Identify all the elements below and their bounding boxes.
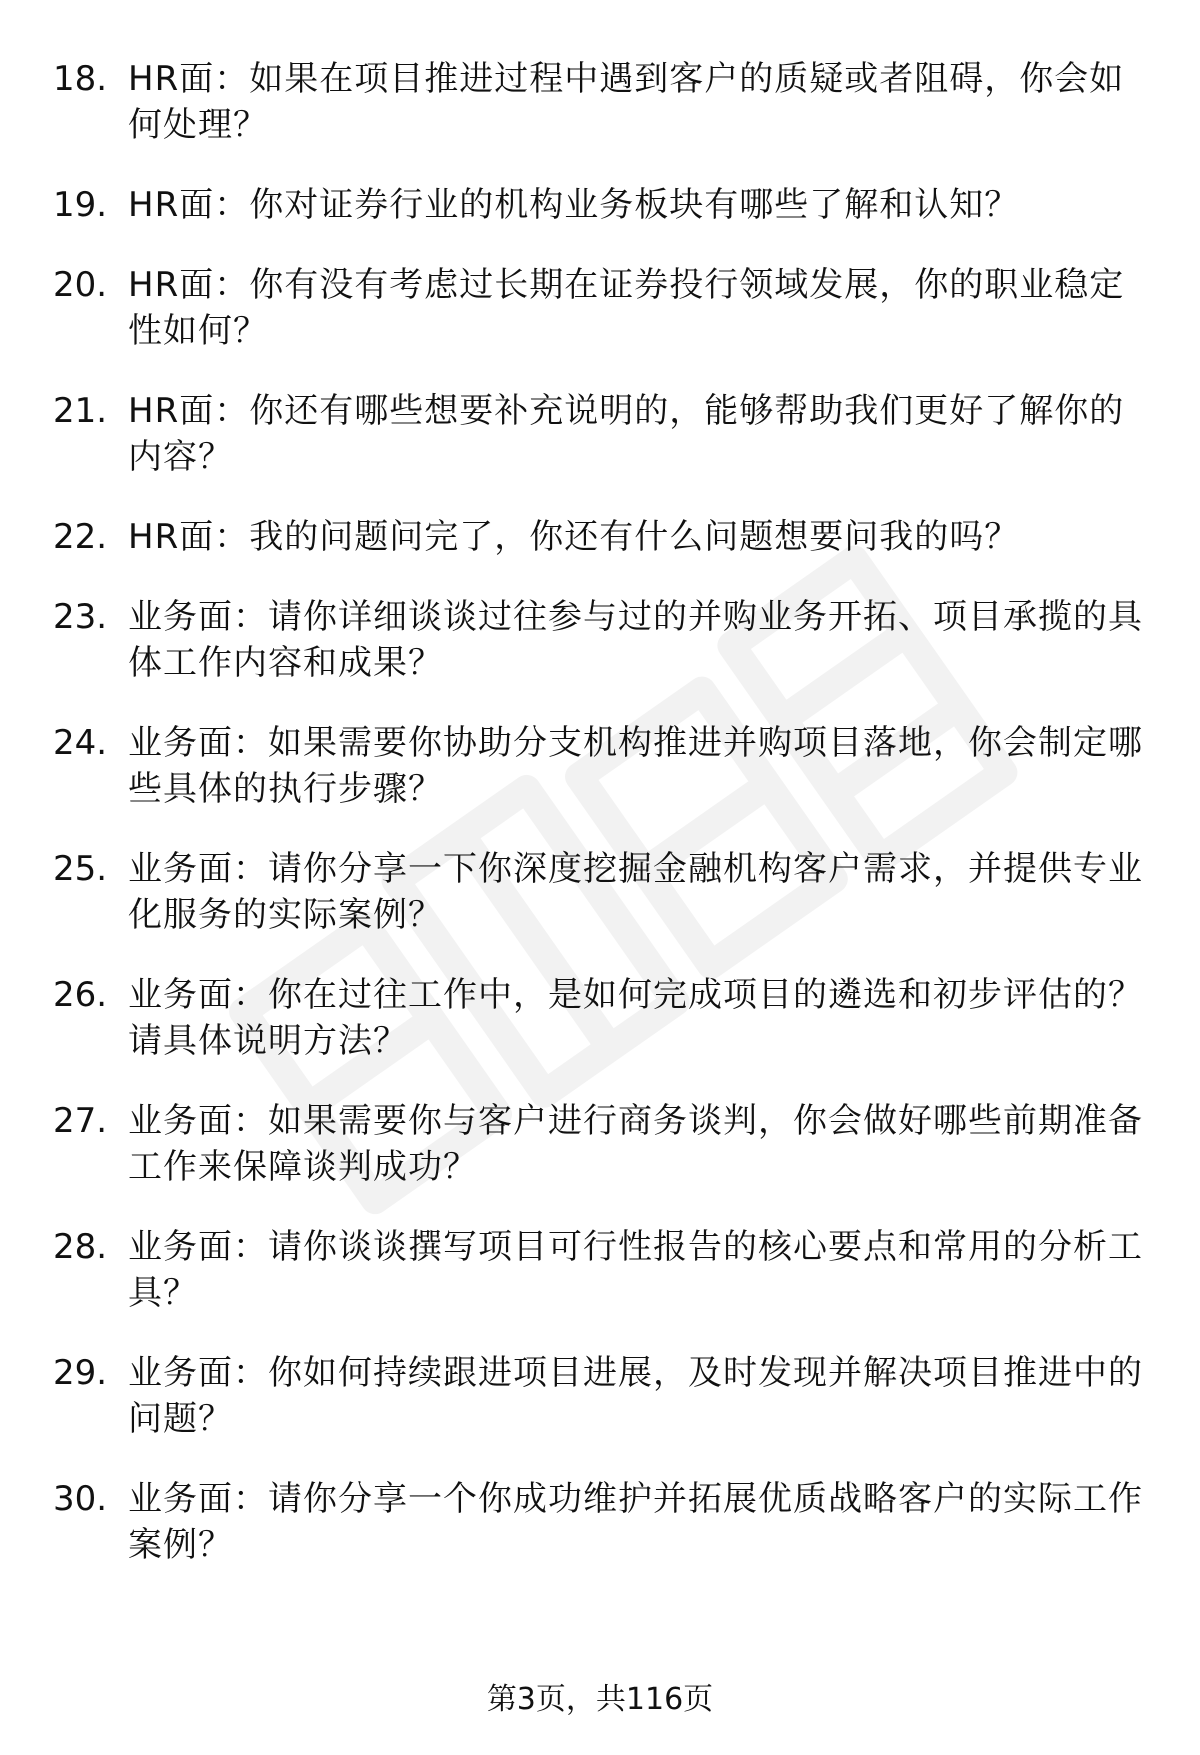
question-text: HR面：你对证券行业的机构业务板块有哪些了解和认知？ [128, 185, 1020, 225]
question-text: 业务面：如果需要你与客户进行商务谈判，你会做好哪些前期准备工作来保障谈判成功？ [128, 1101, 1143, 1187]
question-item [53, 262, 1153, 354]
question-item [53, 846, 1153, 938]
question-number: 21. [53, 391, 108, 431]
question-item [53, 514, 1153, 560]
question-item [53, 1476, 1153, 1568]
question-text: 业务面：请你详细谈谈过往参与过的并购业务开拓、项目承揽的具体工作内容和成果？ [128, 597, 1143, 683]
question-item [53, 1098, 1153, 1190]
question-number: 23. [53, 597, 108, 637]
question-number: 25. [53, 849, 108, 889]
question-number: 18. [53, 59, 108, 99]
question-item [53, 720, 1153, 812]
question-item [53, 1350, 1153, 1442]
question-item [53, 56, 1153, 148]
question-number: 20. [53, 265, 108, 305]
question-number: 19. [53, 185, 108, 225]
question-text: 业务面：请你谈谈撰写项目可行性报告的核心要点和常用的分析工具？ [128, 1227, 1143, 1313]
question-number: 27. [53, 1101, 108, 1141]
question-item [53, 594, 1153, 686]
question-number: 30. [53, 1479, 108, 1519]
question-text: 业务面：你如何持续跟进项目进展，及时发现并解决项目推进中的问题？ [128, 1353, 1143, 1439]
question-number: 26. [53, 975, 108, 1015]
question-item [53, 1224, 1153, 1316]
question-text: HR面：你有没有考虑过长期在证券投行领域发展，你的职业稳定性如何？ [128, 265, 1125, 351]
question-list [53, 56, 1153, 1602]
question-text: HR面：我的问题问完了，你还有什么问题想要问我的吗？ [128, 517, 1020, 557]
question-item [53, 388, 1153, 480]
question-text: HR面：你还有哪些想要补充说明的，能够帮助我们更好了解你的内容？ [128, 391, 1125, 477]
question-text: 业务面：请你分享一个你成功维护并拓展优质战略客户的实际工作案例？ [128, 1479, 1143, 1565]
question-number: 24. [53, 723, 108, 763]
question-text: 业务面：请你分享一下你深度挖掘金融机构客户需求，并提供专业化服务的实际案例？ [128, 849, 1143, 935]
page-number: 第3页，共116页 [486, 1682, 714, 1717]
question-item [53, 972, 1153, 1064]
question-number: 22. [53, 517, 108, 557]
question-text: 业务面：如果需要你协助分支机构推进并购项目落地，你会制定哪些具体的执行步骤？ [128, 723, 1143, 809]
question-text: 业务面：你在过往工作中，是如何完成项目的遴选和初步评估的？请具体说明方法？ [128, 975, 1143, 1061]
question-number: 29. [53, 1353, 108, 1393]
question-text: HR面：如果在项目推进过程中遇到客户的质疑或者阻碍，你会如何处理？ [128, 59, 1125, 145]
question-item [53, 182, 1153, 228]
question-number: 28. [53, 1227, 108, 1267]
